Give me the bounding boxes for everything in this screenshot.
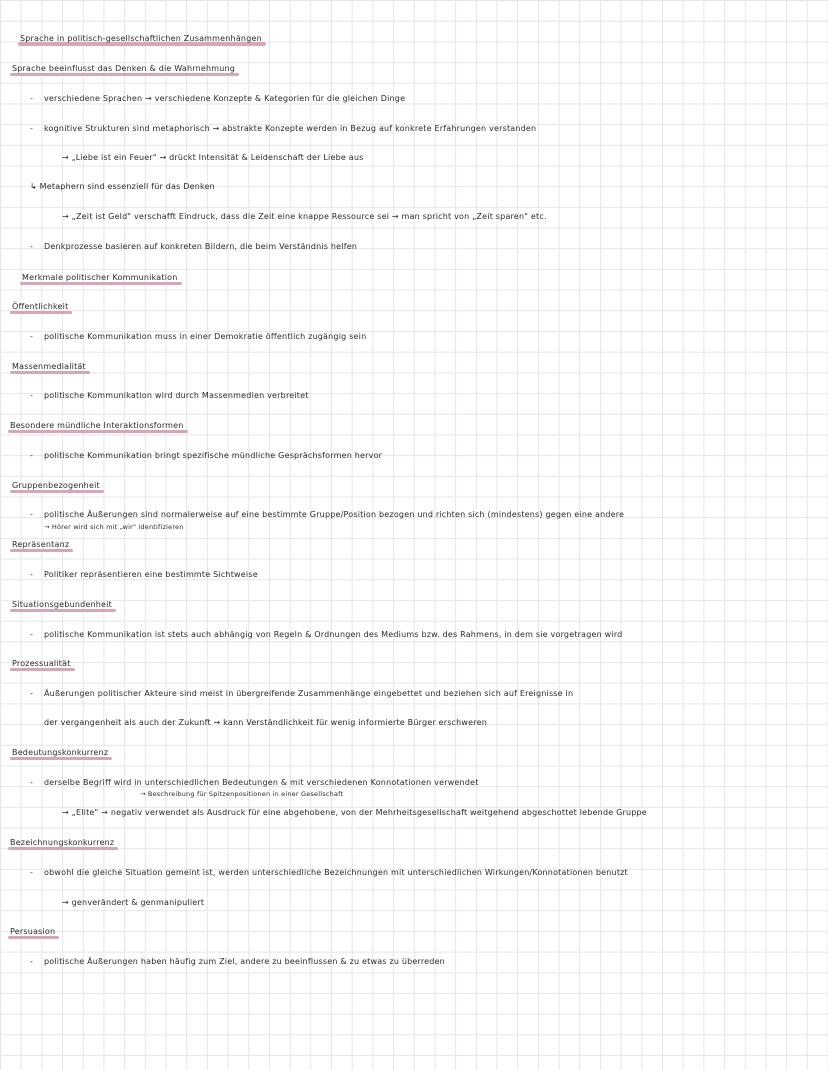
feature-text: - politische Äußerungen haben häufig zum Ziel, andere zu beeinflussen & zu etwas zu überreden	[30, 957, 445, 966]
feature-text-cont: → „Elite" → negativ verwendet als Ausdruck für eine abgehobene, von der Mehrheitsgesellschaft weitgehend abgeschottet lebende Gruppe	[62, 808, 647, 817]
feature-text-cont: der vergangenheit als auch der Zukunft → kann Verständlichkeit für wenig informierte Bürger erschweren	[44, 718, 488, 727]
feature-text: - politische Kommunikation wird durch Massenmedien verbreitet	[30, 391, 309, 400]
feature-text: - Politiker repräsentieren eine bestimmte Sichtweise	[30, 570, 258, 579]
feature-heading: Besondere mündliche Interaktionsformen	[10, 421, 184, 430]
feature-text: - politische Äußerungen sind normalerweise auf eine bestimmte Gruppe/Position bezogen und richten sich (mindestens) gegen eine andere	[30, 510, 625, 519]
feature-heading: Bezeichnungskonkurrenz	[10, 838, 115, 847]
feature-subnote: → Hörer wird sich mit „wir" identifizieren	[44, 523, 184, 531]
section-heading-language: Sprache beeinflusst das Denken & die Wahrnehmung	[12, 64, 236, 73]
feature-text: - politische Kommunikation ist stets auch abhängig von Regeln & Ordnungen des Mediums bzw. des Rahmens, in dem sie vorgetragen wird	[30, 630, 623, 639]
section-heading-features: Merkmale politischer Kommunikation	[22, 273, 178, 282]
feature-text: - obwohl die gleiche Situation gemeint ist, werden unterschiedliche Bezeichnungen mit unterschiedlichen Wirkungen/Konnotationen benutzt	[30, 868, 628, 877]
note-subline: → „Zeit ist Geld" verschafft Eindruck, dass die Zeit eine knappe Ressource sei → man spricht von „Zeit sparen" etc.	[62, 212, 547, 221]
feature-text: - derselbe Begriff wird in unterschiedlichen Bedeutungen & mit verschiedenen Konnotationen verwendet	[30, 778, 479, 787]
feature-heading: Gruppenbezogenheit	[12, 481, 100, 490]
feature-text: - politische Kommunikation muss in einer Demokratie öffentlich zugängig sein	[30, 332, 367, 341]
note-line: - kognitive Strukturen sind metaphorisch → abstrakte Konzepte werden in Bezug auf konkrete Erfahrungen verstanden	[30, 124, 537, 133]
feature-heading: Bedeutungskonkurrenz	[12, 748, 109, 757]
note-line: - verschiedene Sprachen → verschiedene Konzepte & Kategorien für die gleichen Dinge	[30, 94, 406, 103]
feature-text: - Äußerungen politischer Akteure sind meist in übergreifende Zusammenhänge eingebettet und beziehen sich auf Ereignisse in	[30, 689, 574, 698]
feature-subnote: → Beschreibung für Spitzenpositionen in einer Gesellschaft	[140, 790, 344, 798]
feature-text-cont: → genverändert & genmanipuliert	[62, 898, 205, 907]
feature-heading: Repräsentanz	[12, 540, 70, 549]
feature-heading: Prozessualität	[12, 659, 71, 668]
feature-heading: Öffentlichkeit	[12, 302, 69, 311]
note-line: - Denkprozesse basieren auf konkreten Bildern, die beim Verständnis helfen	[30, 242, 358, 251]
note-line: ↳ Metaphern sind essenziell für das Denken	[30, 182, 215, 191]
feature-heading: Persuasion	[10, 927, 56, 936]
note-subline: → „Liebe ist ein Feuer" → drückt Intensität & Leidenschaft der Liebe aus	[62, 153, 364, 162]
feature-heading: Massenmedialität	[12, 362, 86, 371]
feature-text: - politische Kommunikation bringt spezifische mündliche Gesprächsformen hervor	[30, 451, 383, 460]
feature-heading: Situationsgebundenheit	[12, 600, 112, 609]
page-title: Sprache in politisch-gesellschaftlichen Zusammenhängen	[20, 34, 262, 43]
